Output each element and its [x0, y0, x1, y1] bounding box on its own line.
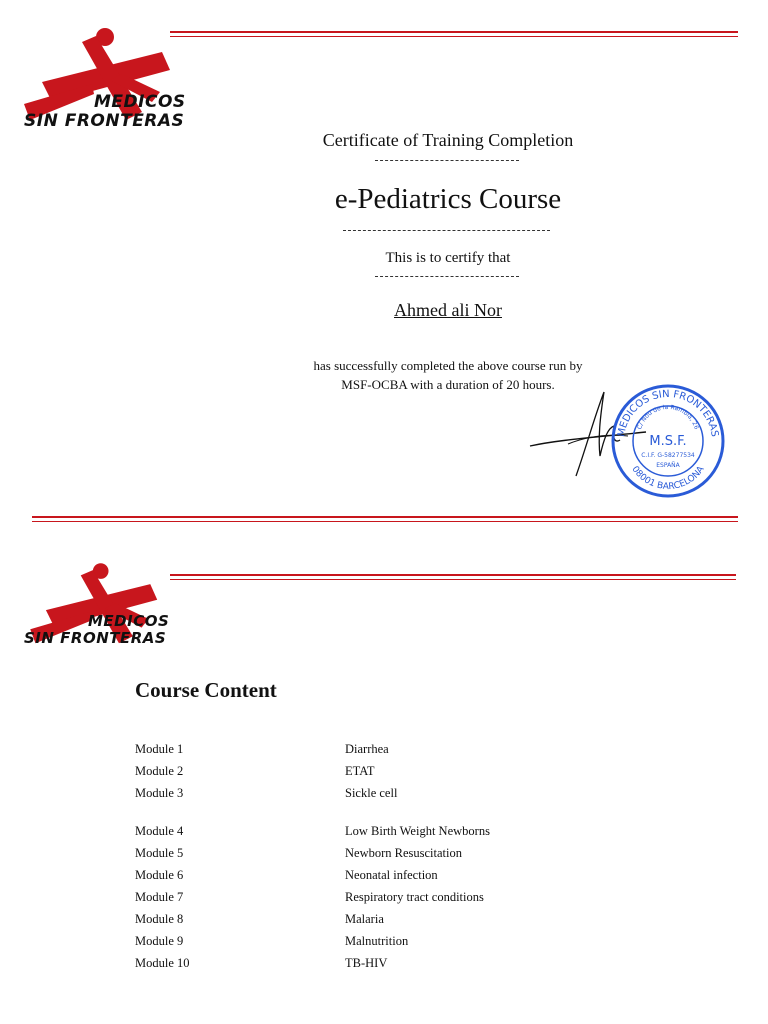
module-row	[135, 786, 183, 801]
stamp-outer-top-text: MEDICOS SIN FRONTERAS	[616, 388, 720, 438]
header-red-line-top	[170, 31, 738, 33]
module-topic	[345, 846, 462, 861]
module-label: Module 8	[135, 912, 184, 926]
module-row	[135, 742, 183, 757]
module-row	[135, 868, 183, 883]
module-topic	[345, 912, 384, 927]
completion-line-2: MSF-OCBA with a duration of 20 hours.	[341, 377, 555, 392]
completion-line-1: has successfully completed the above course run by	[313, 358, 583, 373]
module-label: Module 6	[135, 868, 184, 882]
module-topic-text: Respiratory tract conditions	[345, 890, 484, 904]
logo-text-line2: SIN FRONTERAS	[24, 111, 185, 131]
module-topic-text: ETAT	[345, 764, 375, 778]
logo-text-line1: MEDICOS	[88, 612, 170, 630]
module-label: Module 5	[135, 846, 184, 860]
stamp-seal-icon	[610, 383, 726, 499]
module-row	[135, 846, 183, 861]
module-label: Module 1	[135, 742, 184, 756]
header-red-line-bottom	[170, 36, 738, 37]
logo-text-line2: SIN FRONTERAS	[24, 629, 167, 647]
module-topic	[345, 742, 389, 757]
module-topic	[345, 890, 484, 905]
certify-text: This is to certify that	[385, 250, 511, 266]
module-topic-text: Neonatal infection	[345, 868, 438, 882]
course-title: e-Pediatrics Course	[334, 183, 562, 215]
module-topic	[345, 934, 408, 949]
msf-logo-page2	[22, 558, 222, 658]
module-label: Module 10	[135, 956, 190, 970]
page2-header-red-line-top	[170, 574, 736, 576]
module-row	[135, 912, 183, 927]
recipient-name: Ahmed ali Nor	[394, 300, 502, 320]
course-title-divider	[343, 230, 550, 231]
module-row	[135, 934, 183, 949]
module-topic-text: Malaria	[345, 912, 384, 926]
course-content-title: Course Content	[135, 678, 277, 702]
stamp-outer-bottom-text: 08001 BARCELONA	[629, 464, 707, 493]
module-topic	[345, 956, 387, 971]
heading-divider	[375, 160, 519, 161]
module-topic-text: Sickle cell	[345, 786, 398, 800]
module-topic-text: Diarrhea	[345, 742, 389, 756]
logo-text-line1: MEDICOS	[94, 92, 186, 112]
stamp-inner-text: C/ Nou de la Rambla, 26	[636, 403, 700, 431]
msf-logo	[22, 22, 237, 137]
footer-red-line-bottom	[32, 521, 738, 522]
module-row	[135, 956, 190, 971]
module-label: Module 7	[135, 890, 184, 904]
stamp-country-text: ESPAÑA	[656, 462, 680, 469]
module-row	[135, 890, 183, 905]
certificate-heading: Certificate of Training Completion	[322, 130, 574, 150]
official-stamp	[610, 383, 726, 499]
module-label: Module 9	[135, 934, 184, 948]
module-topic-text: Malnutrition	[345, 934, 409, 948]
certify-divider	[375, 276, 519, 277]
module-row	[135, 824, 183, 839]
module-topic	[345, 786, 397, 801]
stamp-center-text: M.S.F.	[649, 434, 687, 449]
footer-red-line-top	[32, 516, 738, 518]
module-label: Module 2	[135, 764, 184, 778]
module-topic-text: Newborn Resuscitation	[345, 846, 462, 860]
page2-header-red-line-bottom	[170, 579, 736, 580]
module-topic-text: Low Birth Weight Newborns	[345, 824, 490, 838]
module-label: Module 4	[135, 824, 184, 838]
module-label: Module 3	[135, 786, 184, 800]
module-topic	[345, 764, 375, 779]
module-row	[135, 764, 183, 779]
module-topic	[345, 824, 490, 839]
module-topic-text: TB-HIV	[345, 956, 388, 970]
module-topic	[345, 868, 438, 883]
stamp-cif-text: C.I.F. G-58277534	[641, 452, 695, 459]
